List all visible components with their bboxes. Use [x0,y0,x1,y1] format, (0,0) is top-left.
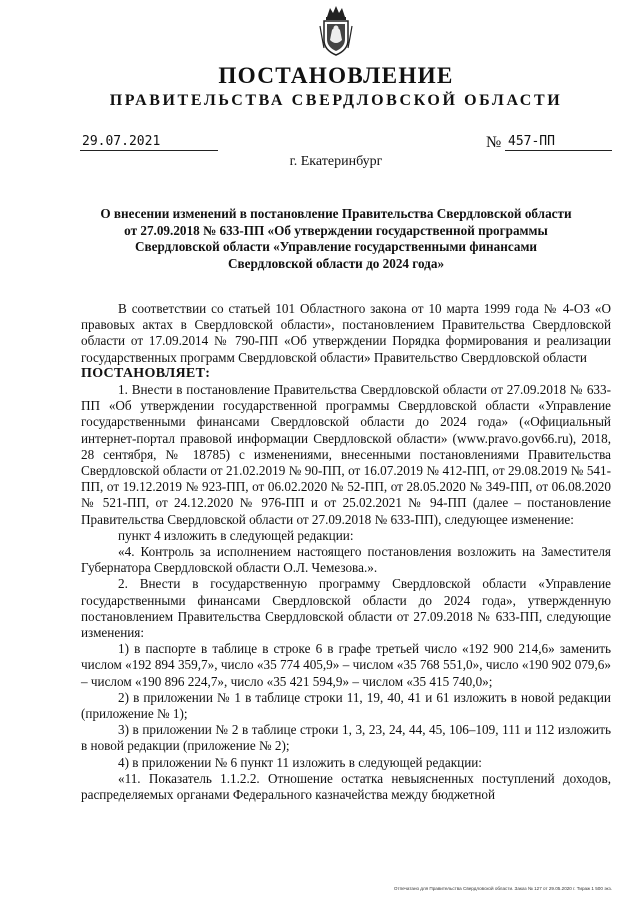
document-body [81,301,611,803]
paragraph-2-1: 1) в паспорте в таблице в строке 6 в графе третьей число «192 900 214,6» заменить числом «192 894 359,7», число «35 774 405,9» – числом «35 768 551,0», число «190 902 079,6» – числом «190 896 224,7», число «35 421 594,9» – числом «35 415 740,0»; [81,641,611,689]
document-number: 457-ПП [505,134,612,151]
print-footer: Отпечатано для Правительства Свердловской области. Заказ № 127 от 29.05.2020 г. Тираж 1 500 экз. [393,886,612,891]
document-date: 29.07.2021 [80,134,218,151]
paragraph-1a: пункт 4 изложить в следующей редакции: [118,527,354,543]
paragraph-1b: «4. Контроль за исполнением настоящего постановления возложить на Заместителя Губернатора Свердловской области О.Л. Чемезова.». [81,544,611,576]
paragraph-2-2: 2) в приложении № 1 в таблице строки 11, 19, 40, 41 и 61 изложить в новой редакции (приложение № 1); [81,689,611,722]
document-subtitle: ПРАВИТЕЛЬСТВА СВЕРДЛОВСКОЙ ОБЛАСТИ [109,92,563,109]
decree-label: ПОСТАНОВЛЯЕТ: [81,365,211,381]
paragraph-2: 2. Внести в государственную программу Свердловской области «Управление государственными финансами Свердловской области до 2024 года», утвержденную постановлением Правительства Свердловской области от 27.09.2018 № 633-ПП, следующие изменения: [81,576,611,641]
paragraph-1: 1. Внести в постановление Правительства Свердловской области от 27.09.2018 № 633-ПП «Об утверждении государственной программы Свердловской области «Управление государственными финансами Свердловской области до 2024 года» («Официальный интернет-портал правовой информации Свердловской области» (www.pravo.gov66.ru), 2018, 28 сентября, № 18785) с изменениями, внесенными постановлениями Правительства Свердловской области от 21.02.2019 № 90-ПП, от 16.07.2019 № 412-ПП, от 29.08.2019 № 541-ПП, от 19.12.2019 № 923-ПП, от 06.02.2020 № 52-ПП, от 28.05.2020 № 349-ПП, от 06.08.2020 № 521-ПП, от 24.12.2020 № 976-ПП и от 25.02.2021 № 94-ПП (далее – постановление Правительства Свердловской области от 27.09.2018 № 633-ПП), следующее изменение: [81,382,611,527]
paragraph-2-4: 4) в приложении № 6 пункт 11 изложить в следующей редакции: [118,754,482,770]
number-label: № [486,134,502,151]
document-title: ПОСТАНОВЛЕНИЕ [218,63,454,88]
preamble-paragraph: В соответствии со статьей 101 Областного закона от 10 марта 1999 года № 4-ОЗ «О правовых актах в Свердловской области», постановлением Правительства Свердловской области от 17.09.2014 № 790-ПП «Об утверждении Порядка формирования и реализации государственных программ Свердловской области» Правительство Свердловской области [81,301,611,365]
paragraph-2-3: 3) в приложении № 2 в таблице строки 1, 3, 23, 24, 44, 45, 106–109, 111 и 112 изложить в новой редакции (приложение № 2); [81,722,611,754]
document-heading: О внесении изменений в постановление Правительства Свердловской области от 27.09.2018 № 633-ПП «Об утверждении государственной программы Свердловской области «Управление государственными финансами Свердловской области до 2024 года» [100,206,572,271]
paragraph-2-5: «11. Показатель 1.1.2.2. Отношение остатка невыясненных поступлений доходов, распределяемых органами Федерального казначейства между бюджетной [81,770,611,803]
document-city: г. Екатеринбург [289,154,383,169]
coat-of-arms-emblem [318,4,354,58]
